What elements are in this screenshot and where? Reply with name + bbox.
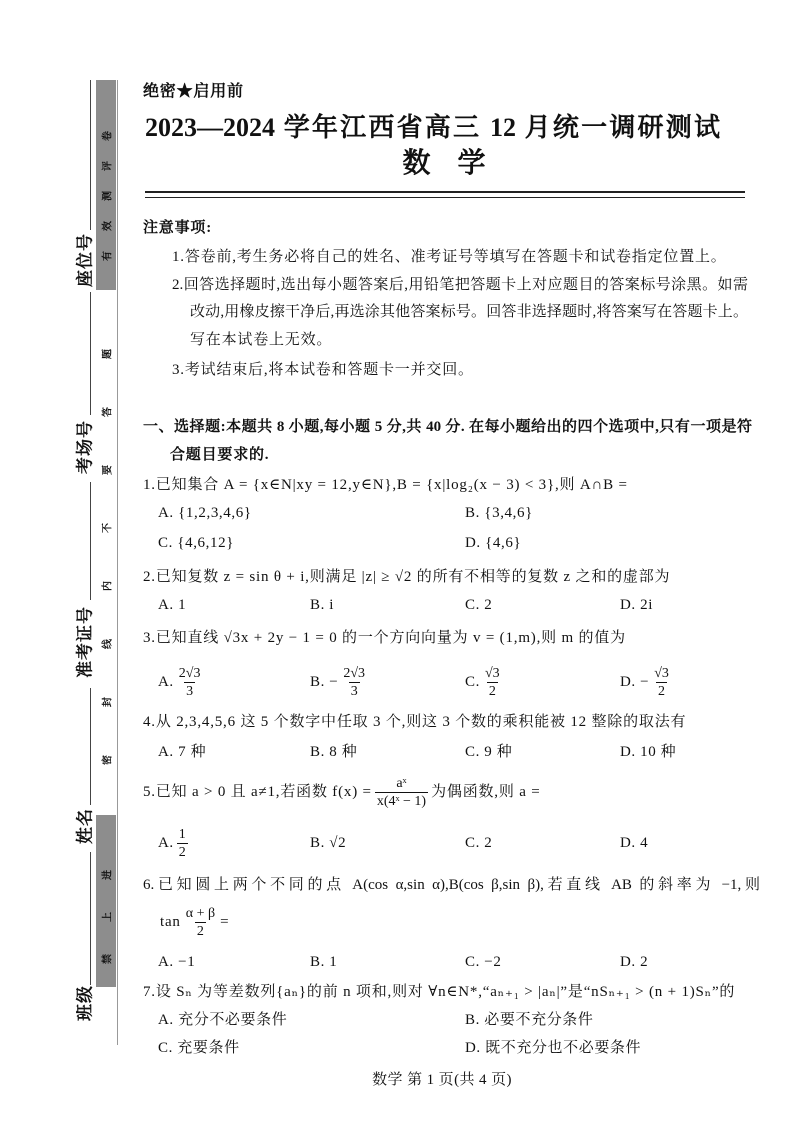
margin-strip-text-bottom: 禁上进 <box>102 838 114 964</box>
subject-title: 数 学 <box>402 148 496 179</box>
option-a <box>158 664 205 700</box>
fraction-denominator: 3 <box>186 683 194 699</box>
option-c: C. {4,6,12} <box>158 535 235 551</box>
option-d: D. 2i <box>620 597 653 613</box>
option-b <box>310 664 370 700</box>
class-label: 班级 <box>75 985 95 1021</box>
fraction <box>483 665 502 700</box>
confidential-label: 绝密★启用前 <box>143 83 244 100</box>
option-a <box>158 825 191 861</box>
fraction-numerator: √3 <box>654 665 669 681</box>
page-footer: 数学 第 1 页(共 4 页) <box>372 1072 512 1088</box>
option-b: B. 1 <box>310 954 338 970</box>
fraction <box>652 665 671 700</box>
admission-ticket-label: 准考证号 <box>75 606 95 678</box>
option-d <box>620 825 648 861</box>
name-blank-line <box>90 688 91 805</box>
option-text: D. 4 <box>620 835 649 851</box>
fraction-numerator: √3 <box>484 665 500 681</box>
option-a: A. 1 <box>158 597 187 613</box>
option-prefix: D. − <box>620 674 650 690</box>
fraction <box>177 665 203 700</box>
option-a: A. 充分不必要条件 <box>158 1012 288 1028</box>
notice-heading: 注意事项: <box>143 220 212 236</box>
option-prefix: B. − <box>310 674 339 690</box>
header-rule-thick <box>145 191 745 193</box>
notice-item: 1.答卷前,考生务必将自己的姓名、准考证号等填写在答题卡和试卷指定位置上。 <box>172 249 727 265</box>
option-c: C. 充要条件 <box>158 1040 240 1056</box>
fraction-numerator: 1 <box>178 826 186 842</box>
fraction <box>341 665 367 700</box>
option-b: B. i <box>310 597 335 613</box>
ticket-blank-line <box>90 482 91 600</box>
margin-strip-border <box>117 80 118 1045</box>
fraction-denominator: 3 <box>350 683 358 699</box>
option-text: C. 2 <box>465 835 493 851</box>
fraction-denominator: 2 <box>178 844 186 860</box>
room-blank-line <box>90 292 91 415</box>
fraction-numerator: α + β <box>185 905 216 921</box>
option-text: B. √2 <box>310 835 347 851</box>
option-prefix: A. <box>158 674 174 690</box>
section-heading: 一、选择题:本题共 8 小题,每小题 5 分,共 40 分. 在每小题给出的四个选项中,只有一项是符 <box>143 419 752 435</box>
fraction-numerator: 2√3 <box>178 665 201 681</box>
fraction-numerator: 2√3 <box>343 665 366 681</box>
seat-number-label: 座位号 <box>75 233 95 287</box>
margin-strip-text-top: 有效测评卷 <box>102 111 114 261</box>
question-stem: 3.已知直线 √3x + 2y − 1 = 0 的一个方向向量为 v = (1,m),则 m 的值为 <box>143 630 626 646</box>
option-c <box>465 825 492 861</box>
option-a: A. −1 <box>158 954 196 970</box>
exam-title: 2023—2024 学年江西省高三 12 月统一调研测试 <box>145 113 720 142</box>
fraction-denominator: 2 <box>196 923 204 939</box>
question-stem <box>143 774 540 810</box>
student-name-label: 姓名 <box>75 808 95 844</box>
option-d: D. 2 <box>620 954 649 970</box>
class-blank-line <box>90 852 91 985</box>
fraction <box>184 905 217 940</box>
header-rule-thin <box>145 197 745 198</box>
question-stem: 7.设 Sₙ 为等差数列{aₙ}的前 n 项和,则对 ∀n∈N*,“aₙ₊₁ > |aₙ|”是“nSₙ₊₁ > (n + 1)Sₙ”的 <box>143 984 736 1000</box>
question-stem: 6.已知圆上两个不同的点 A(cos α,sin α),B(cos β,sin β),若直线 AB 的斜率为 −1,则 <box>143 877 760 893</box>
question-stem-continuation <box>160 904 229 940</box>
notice-item-continuation: 改动,用橡皮擦干净后,再选涂其他答案标号。回答非选择题时,将答案写在答题卡上。 <box>190 304 748 320</box>
option-a: A. {1,2,3,4,6} <box>158 505 252 521</box>
notice-item-continuation: 写在本试卷上无效。 <box>190 332 333 348</box>
option-b: B. {3,4,6} <box>465 505 533 521</box>
fraction-denominator: x(4ˣ − 1) <box>376 793 427 809</box>
option-b: B. 必要不充分条件 <box>465 1012 594 1028</box>
fraction <box>177 826 188 861</box>
option-c: C. 2 <box>465 597 493 613</box>
tan-text: tan <box>160 914 181 930</box>
fraction-numerator: aˣ <box>396 775 407 791</box>
option-c: C. −2 <box>465 954 502 970</box>
option-b: B. 8 种 <box>310 744 358 760</box>
notice-item: 3.考试结束后,将本试卷和答题卡一并交回。 <box>172 362 474 378</box>
exam-room-label: 考场号 <box>75 420 95 474</box>
function-fraction <box>375 775 428 810</box>
question-stem: 1.已知集合 A = {x∈N|xy = 12,y∈N},B = {x|log₂(x − 3) < 3},则 A∩B = <box>143 477 628 493</box>
question-stem: 2.已知复数 z = sin θ + i,则满足 |z| ≥ √2 的所有不相等的复数 z 之和的虚部为 <box>143 569 671 585</box>
option-d: D. {4,6} <box>465 535 522 551</box>
option-d: D. 10 种 <box>620 744 677 760</box>
option-b <box>310 825 346 861</box>
option-c <box>465 664 505 700</box>
seat-blank-line <box>90 80 91 230</box>
section-heading-continuation: 合题目要求的. <box>170 447 270 463</box>
option-c: C. 9 种 <box>465 744 513 760</box>
option-d <box>620 664 674 700</box>
stem-text: 5.已知 a > 0 且 a≠1,若函数 f(x) = <box>143 784 372 800</box>
seal-line-notice: 密封线内不要答题 <box>102 301 114 765</box>
option-prefix: A. <box>158 835 174 851</box>
stem-text: 为偶函数,则 a = <box>431 784 541 800</box>
fraction-denominator: 2 <box>488 683 496 699</box>
fraction-denominator: 2 <box>658 683 666 699</box>
option-a: A. 7 种 <box>158 744 207 760</box>
option-d: D. 既不充分也不必要条件 <box>465 1040 642 1056</box>
question-stem: 4.从 2,3,4,5,6 这 5 个数字中任取 3 个,则这 3 个数的乘积能被 12 整除的取法有 <box>143 714 687 730</box>
option-prefix: C. <box>465 674 480 690</box>
notice-item: 2.回答选择题时,选出每小题答案后,用铅笔把答题卡上对应题目的答案标号涂黑。如需 <box>172 277 748 293</box>
equals-text: = <box>220 914 230 930</box>
